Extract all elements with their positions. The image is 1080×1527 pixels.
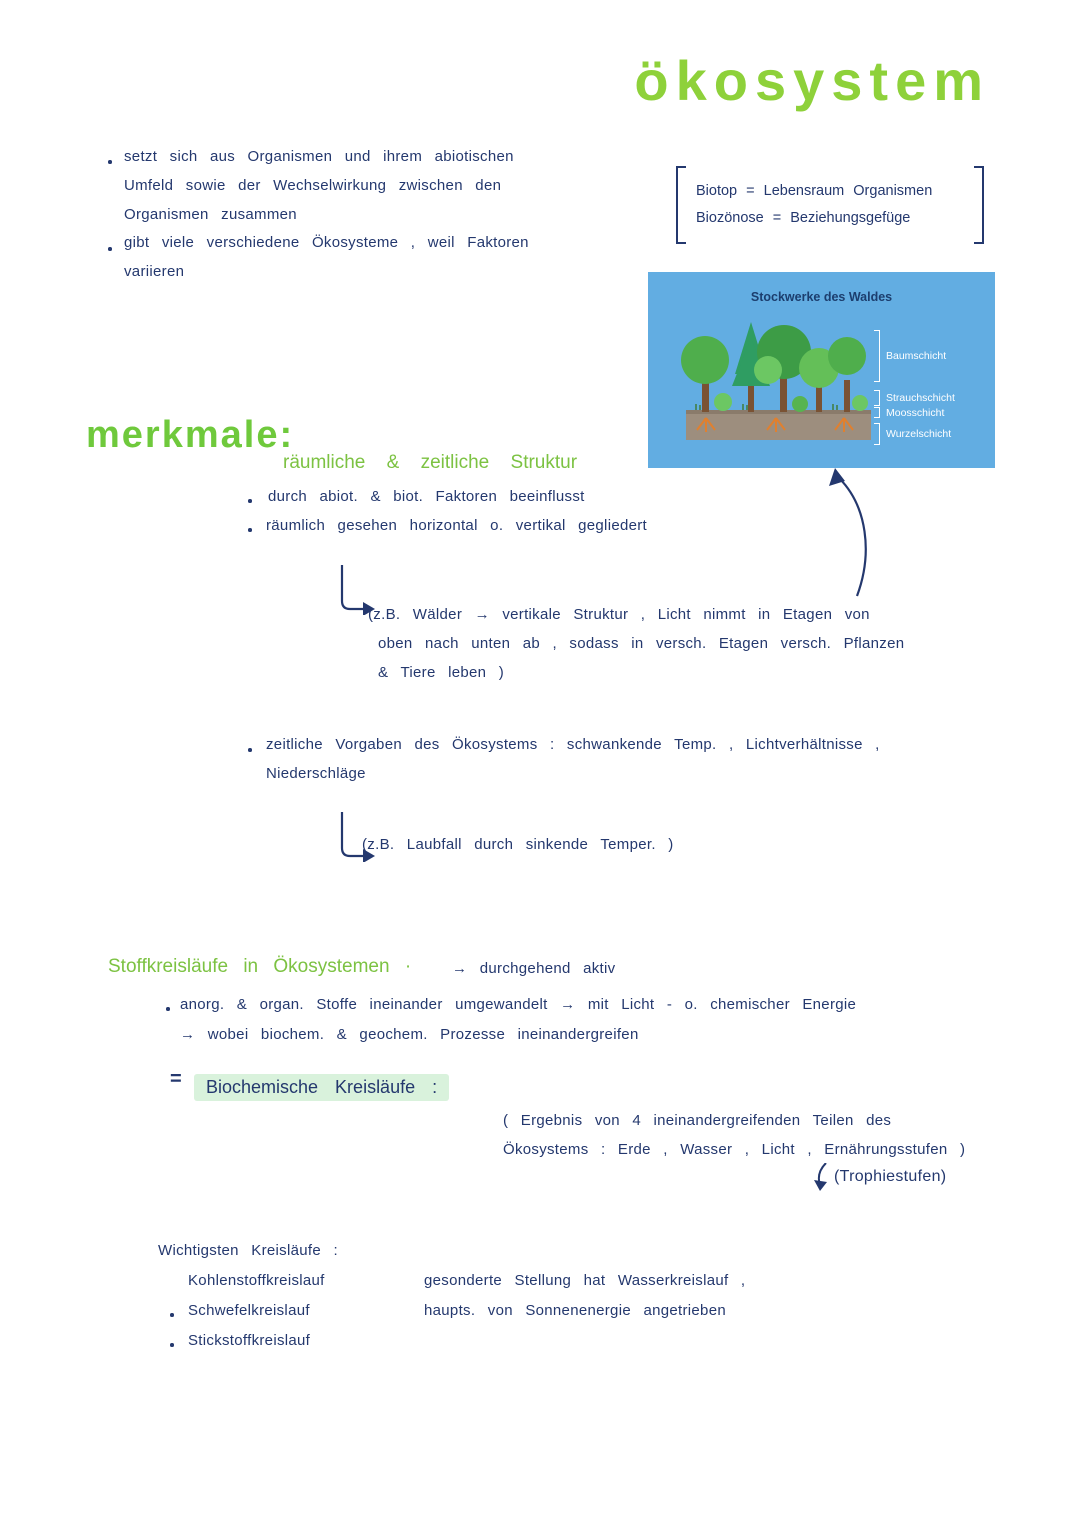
bullet-dot — [170, 1313, 174, 1317]
layer-bracket — [874, 330, 880, 382]
definition-line: Biotop = Lebensraum Organismen — [696, 183, 933, 199]
zeitlich-line: zeitliche Vorgaben des Ökosystems : schwankende Temp. , Lichtverhältnisse , — [266, 736, 880, 753]
merkmale-heading: merkmale: — [86, 414, 295, 456]
bullet-dot — [248, 748, 252, 752]
intro-line: Organismen zusammen — [124, 206, 297, 223]
example-line: oben nach unten ab , sodass in versch. Etagen versch. Pflanzen — [378, 635, 905, 652]
stoffkreislaeufe-heading: Stoffkreisläufe in Ökosystemen · — [108, 956, 412, 977]
definition-line: Biozönose = Beziehungsgefüge — [696, 210, 911, 226]
wasserkreislauf-note: haupts. von Sonnenenergie angetrieben — [424, 1302, 726, 1319]
forest-layers-diagram — [648, 272, 995, 468]
bullet-dot — [170, 1343, 174, 1347]
left-bracket — [676, 166, 686, 244]
bullet-dot — [248, 499, 252, 503]
layer-label-moosschicht: Moosschicht — [874, 407, 944, 418]
ergebnis-line: ( Ergebnis von 4 ineinandergreifenden Teilen des — [503, 1112, 892, 1129]
trophie-arrow-icon — [812, 1163, 832, 1191]
merkmale-subheading: räumliche & zeitliche Struktur — [283, 452, 578, 473]
stoff-line: anorg. & organ. Stoffe ineinander umgewandelt → mit Licht - o. chemischer Energie — [180, 996, 857, 1013]
bullet-dot — [248, 528, 252, 532]
ergebnis-line: Ökosystems : Erde , Wasser , Licht , Ernährungsstufen ) — [503, 1141, 966, 1158]
layer-label-strauchschicht: Strauchschicht — [874, 390, 955, 406]
layer-label-wurzelschicht: Wurzelschicht — [874, 423, 951, 445]
intro-line: gibt viele verschiedene Ökosysteme , weil Faktoren — [124, 234, 529, 251]
definition-box — [678, 170, 982, 240]
example-line: (z.B. Wälder → vertikale Struktur , Licht nimmt in Etagen von — [368, 606, 870, 623]
wasserkreislauf-note: gesonderte Stellung hat Wasserkreislauf , — [424, 1272, 746, 1289]
stoffkreislaeufe-note: → durchgehend aktiv — [452, 960, 616, 977]
biochem-label: Biochemische Kreisläufe : — [194, 1074, 449, 1101]
kreislauf-item: Stickstoffkreislauf — [188, 1332, 311, 1349]
merkmale-bullet: durch abiot. & biot. Faktoren beeinflusst — [268, 488, 585, 505]
zeitlich-line: Niederschläge — [266, 765, 366, 782]
merkmale-bullet: räumlich gesehen horizontal o. vertikal gegliedert — [266, 517, 648, 534]
bullet-dot — [166, 1007, 170, 1011]
intro-line: variieren — [124, 263, 185, 280]
example-line: (z.B. Laubfall durch sinkende Temper. ) — [362, 836, 674, 853]
diagram-title: Stockwerke des Waldes — [750, 290, 893, 304]
trophie-label: (Trophiestufen) — [834, 1168, 947, 1185]
wichtig-heading: Wichtigsten Kreisläufe : — [158, 1242, 338, 1259]
right-bracket — [974, 166, 984, 244]
intro-line: setzt sich aus Organismen und ihrem abiotischen — [124, 148, 514, 165]
layer-bracket — [874, 423, 880, 445]
kreislauf-item: Schwefelkreislauf — [188, 1302, 310, 1319]
stoff-line: → wobei biochem. & geochem. Prozesse ineinandergreifen — [180, 1026, 639, 1043]
layer-label-baumschicht: Baumschicht — [874, 330, 946, 382]
equals-sign: = — [170, 1068, 182, 1090]
intro-line: Umfeld sowie der Wechselwirkung zwischen den — [124, 177, 502, 194]
curved-arrow-icon — [795, 468, 895, 598]
kreislauf-item: Kohlenstoffkreislauf — [188, 1272, 325, 1289]
example-line: & Tiere leben ) — [378, 664, 505, 681]
layer-bracket — [874, 407, 880, 418]
bullet-dot — [108, 247, 112, 251]
layer-bracket — [874, 390, 880, 406]
bullet-dot — [108, 160, 112, 164]
page-title: ökosystem — [634, 49, 990, 112]
